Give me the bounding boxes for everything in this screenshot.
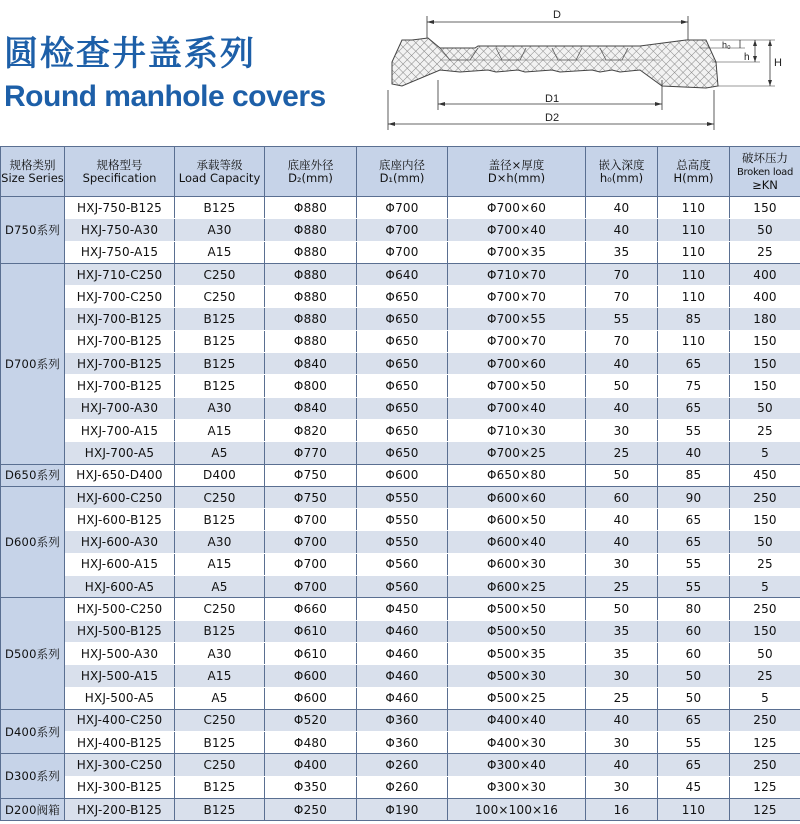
- spec-cell: HXJ-600-A5: [65, 576, 175, 598]
- col-header-spec: 规格型号 Specification: [65, 147, 175, 197]
- d1-cell: Φ550: [357, 509, 448, 531]
- dh-cell: Φ600×30: [448, 553, 586, 575]
- d2-cell: Φ880: [265, 219, 357, 241]
- broken-load-cell: 25: [730, 241, 800, 263]
- series-cell: D650系列: [1, 464, 65, 486]
- spec-cell: HXJ-650-D400: [65, 464, 175, 486]
- table-row: [1, 241, 800, 263]
- d1-cell: Φ600: [357, 464, 448, 486]
- h0-cell: 35: [586, 241, 658, 263]
- d1-cell: Φ260: [357, 776, 448, 798]
- spec-cell: HXJ-750-A15: [65, 241, 175, 263]
- spec-cell: HXJ-400-C250: [65, 709, 175, 731]
- broken-load-cell: 400: [730, 286, 800, 308]
- dh-cell: Φ700×60: [448, 197, 586, 219]
- broken-load-cell: 250: [730, 486, 800, 508]
- h0-cell: 55: [586, 308, 658, 330]
- load-cell: A5: [175, 442, 265, 464]
- d2-cell: Φ350: [265, 776, 357, 798]
- table-row: [1, 665, 800, 687]
- d1-cell: Φ460: [357, 665, 448, 687]
- h-cell: 50: [658, 665, 730, 687]
- broken-load-cell: 180: [730, 308, 800, 330]
- h-cell: 55: [658, 419, 730, 441]
- spec-cell: HXJ-700-A5: [65, 442, 175, 464]
- d1-cell: Φ450: [357, 598, 448, 620]
- h0-cell: 40: [586, 219, 658, 241]
- d2-cell: Φ750: [265, 486, 357, 508]
- d2-cell: Φ800: [265, 375, 357, 397]
- d2-cell: Φ880: [265, 263, 357, 285]
- table-row: [1, 442, 800, 464]
- h-cell: 110: [658, 219, 730, 241]
- d1-cell: Φ650: [357, 308, 448, 330]
- h-cell: 55: [658, 732, 730, 754]
- spec-cell: HXJ-700-A30: [65, 397, 175, 419]
- dh-cell: Φ300×30: [448, 776, 586, 798]
- broken-load-cell: 450: [730, 464, 800, 486]
- table-row: [1, 642, 800, 664]
- d2-cell: Φ880: [265, 241, 357, 263]
- load-cell: A15: [175, 553, 265, 575]
- h-cell: 80: [658, 598, 730, 620]
- d2-cell: Φ610: [265, 642, 357, 664]
- table-row: [1, 263, 800, 285]
- dh-cell: Φ700×40: [448, 397, 586, 419]
- d1-cell: Φ360: [357, 732, 448, 754]
- h-cell: 75: [658, 375, 730, 397]
- d2-cell: Φ480: [265, 732, 357, 754]
- table-body: [1, 197, 800, 821]
- h-cell: 110: [658, 330, 730, 352]
- h0-cell: 50: [586, 464, 658, 486]
- d1-cell: Φ640: [357, 263, 448, 285]
- h0-cell: 25: [586, 687, 658, 709]
- h-cell: 65: [658, 709, 730, 731]
- load-cell: C250: [175, 598, 265, 620]
- broken-load-cell: 400: [730, 263, 800, 285]
- spec-table: [0, 146, 800, 821]
- h-cell: 55: [658, 576, 730, 598]
- d2-cell: Φ750: [265, 464, 357, 486]
- d1-cell: Φ650: [357, 419, 448, 441]
- h-cell: 50: [658, 687, 730, 709]
- diagram-label-d: D: [553, 9, 561, 21]
- h-cell: 110: [658, 263, 730, 285]
- broken-load-cell: 250: [730, 754, 800, 776]
- dh-cell: Φ400×30: [448, 732, 586, 754]
- h0-cell: 40: [586, 531, 658, 553]
- load-cell: C250: [175, 709, 265, 731]
- broken-load-cell: 25: [730, 419, 800, 441]
- cross-section-diagram: [384, 0, 800, 140]
- d1-cell: Φ460: [357, 687, 448, 709]
- d2-cell: Φ770: [265, 442, 357, 464]
- page-title-cn: 圆检查井盖系列: [4, 34, 256, 74]
- series-cell: D750系列: [1, 197, 65, 264]
- h0-cell: 70: [586, 263, 658, 285]
- broken-load-cell: 150: [730, 330, 800, 352]
- dh-cell: Φ500×50: [448, 620, 586, 642]
- d1-cell: Φ460: [357, 642, 448, 664]
- dh-cell: Φ600×60: [448, 486, 586, 508]
- dh-cell: Φ700×40: [448, 219, 586, 241]
- broken-load-cell: 150: [730, 375, 800, 397]
- dh-cell: Φ400×40: [448, 709, 586, 731]
- spec-cell: HXJ-300-B125: [65, 776, 175, 798]
- spec-cell: HXJ-600-C250: [65, 486, 175, 508]
- col-header-series: 规格类别 Size Series: [1, 147, 65, 197]
- h-cell: 85: [658, 308, 730, 330]
- h0-cell: 40: [586, 353, 658, 375]
- d2-cell: Φ700: [265, 553, 357, 575]
- d1-cell: Φ700: [357, 219, 448, 241]
- table-row: [1, 397, 800, 419]
- broken-load-cell: 50: [730, 642, 800, 664]
- load-cell: B125: [175, 197, 265, 219]
- h-cell: 110: [658, 286, 730, 308]
- dh-cell: Φ710×30: [448, 419, 586, 441]
- h0-cell: 30: [586, 665, 658, 687]
- dh-cell: Φ700×55: [448, 308, 586, 330]
- spec-cell: HXJ-500-A15: [65, 665, 175, 687]
- load-cell: B125: [175, 353, 265, 375]
- table-row: [1, 598, 800, 620]
- table-header-row: [1, 147, 800, 197]
- table-row: [1, 709, 800, 731]
- load-cell: B125: [175, 308, 265, 330]
- d2-cell: Φ660: [265, 598, 357, 620]
- h-cell: 65: [658, 353, 730, 375]
- load-cell: B125: [175, 776, 265, 798]
- d1-cell: Φ190: [357, 799, 448, 821]
- h-cell: 65: [658, 754, 730, 776]
- h0-cell: 16: [586, 799, 658, 821]
- series-cell: D600系列: [1, 486, 65, 597]
- table-row: [1, 799, 800, 821]
- load-cell: A15: [175, 241, 265, 263]
- dh-cell: Φ600×25: [448, 576, 586, 598]
- load-cell: B125: [175, 509, 265, 531]
- spec-cell: HXJ-500-A30: [65, 642, 175, 664]
- broken-load-cell: 25: [730, 665, 800, 687]
- table-row: [1, 754, 800, 776]
- broken-load-cell: 125: [730, 732, 800, 754]
- h-cell: 65: [658, 531, 730, 553]
- h0-cell: 25: [586, 442, 658, 464]
- table-row: [1, 375, 800, 397]
- d2-cell: Φ880: [265, 330, 357, 352]
- h-cell: 110: [658, 197, 730, 219]
- dh-cell: Φ700×70: [448, 286, 586, 308]
- dh-cell: Φ500×25: [448, 687, 586, 709]
- dh-cell: Φ300×40: [448, 754, 586, 776]
- spec-cell: HXJ-700-B125: [65, 353, 175, 375]
- h0-cell: 40: [586, 709, 658, 731]
- load-cell: B125: [175, 620, 265, 642]
- table-row: [1, 486, 800, 508]
- h0-cell: 25: [586, 576, 658, 598]
- dh-cell: Φ710×70: [448, 263, 586, 285]
- h0-cell: 50: [586, 375, 658, 397]
- col-header-h: 总高度 H(mm): [658, 147, 730, 197]
- d2-cell: Φ520: [265, 709, 357, 731]
- table-row: [1, 219, 800, 241]
- broken-load-cell: 125: [730, 799, 800, 821]
- table-row: [1, 553, 800, 575]
- table-row: [1, 776, 800, 798]
- h0-cell: 70: [586, 286, 658, 308]
- spec-cell: HXJ-600-A15: [65, 553, 175, 575]
- d2-cell: Φ880: [265, 286, 357, 308]
- broken-load-cell: 150: [730, 353, 800, 375]
- h-cell: 45: [658, 776, 730, 798]
- broken-load-cell: 50: [730, 397, 800, 419]
- broken-load-cell: 5: [730, 576, 800, 598]
- h0-cell: 70: [586, 330, 658, 352]
- spec-cell: HXJ-700-B125: [65, 308, 175, 330]
- load-cell: A15: [175, 665, 265, 687]
- h0-cell: 50: [586, 598, 658, 620]
- h-cell: 65: [658, 397, 730, 419]
- dh-cell: Φ650×80: [448, 464, 586, 486]
- series-cell: D200阀箱: [1, 799, 65, 821]
- d1-cell: Φ650: [357, 397, 448, 419]
- table-row: [1, 509, 800, 531]
- d2-cell: Φ820: [265, 419, 357, 441]
- load-cell: C250: [175, 754, 265, 776]
- d2-cell: Φ700: [265, 576, 357, 598]
- d2-cell: Φ600: [265, 665, 357, 687]
- d2-cell: Φ700: [265, 509, 357, 531]
- spec-cell: HXJ-600-B125: [65, 509, 175, 531]
- h0-cell: 40: [586, 397, 658, 419]
- series-cell: D500系列: [1, 598, 65, 709]
- d1-cell: Φ550: [357, 486, 448, 508]
- dh-cell: Φ700×35: [448, 241, 586, 263]
- h0-cell: 30: [586, 776, 658, 798]
- col-header-dh: 盖径×厚度 D×h(mm): [448, 147, 586, 197]
- dh-cell: Φ500×35: [448, 642, 586, 664]
- d1-cell: Φ650: [357, 330, 448, 352]
- load-cell: A5: [175, 576, 265, 598]
- broken-load-cell: 25: [730, 553, 800, 575]
- h-cell: 60: [658, 620, 730, 642]
- dh-cell: Φ500×30: [448, 665, 586, 687]
- table-row: [1, 576, 800, 598]
- d2-cell: Φ400: [265, 754, 357, 776]
- load-cell: A30: [175, 397, 265, 419]
- spec-cell: HXJ-500-C250: [65, 598, 175, 620]
- load-cell: C250: [175, 263, 265, 285]
- col-header-h0: 嵌入深度 h₀(mm): [586, 147, 658, 197]
- spec-cell: HXJ-400-B125: [65, 732, 175, 754]
- d1-cell: Φ650: [357, 442, 448, 464]
- h0-cell: 30: [586, 732, 658, 754]
- load-cell: A30: [175, 219, 265, 241]
- dh-cell: 100×100×16: [448, 799, 586, 821]
- h-cell: 60: [658, 642, 730, 664]
- spec-cell: HXJ-700-B125: [65, 330, 175, 352]
- spec-cell: HXJ-500-B125: [65, 620, 175, 642]
- d1-cell: Φ700: [357, 197, 448, 219]
- load-cell: A15: [175, 419, 265, 441]
- dh-cell: Φ600×40: [448, 531, 586, 553]
- d2-cell: Φ610: [265, 620, 357, 642]
- diagram-label-d1: D1: [545, 93, 560, 105]
- load-cell: A5: [175, 687, 265, 709]
- spec-cell: HXJ-600-A30: [65, 531, 175, 553]
- table-row: [1, 687, 800, 709]
- d2-cell: Φ600: [265, 687, 357, 709]
- diagram-label-h: h: [744, 52, 750, 63]
- d1-cell: Φ650: [357, 286, 448, 308]
- d2-cell: Φ840: [265, 397, 357, 419]
- spec-cell: HXJ-700-A15: [65, 419, 175, 441]
- h-cell: 85: [658, 464, 730, 486]
- spec-cell: HXJ-700-C250: [65, 286, 175, 308]
- col-header-load: 承载等级 Load Capacity: [175, 147, 265, 197]
- d2-cell: Φ880: [265, 197, 357, 219]
- broken-load-cell: 250: [730, 709, 800, 731]
- h0-cell: 35: [586, 620, 658, 642]
- h0-cell: 40: [586, 197, 658, 219]
- table-row: [1, 732, 800, 754]
- table-row: [1, 353, 800, 375]
- broken-load-cell: 250: [730, 598, 800, 620]
- dh-cell: Φ600×50: [448, 509, 586, 531]
- h0-cell: 60: [586, 486, 658, 508]
- diagram-label-h0: h₀: [722, 40, 731, 50]
- table-row: [1, 464, 800, 486]
- dh-cell: Φ500×50: [448, 598, 586, 620]
- h-cell: 90: [658, 486, 730, 508]
- broken-load-cell: 5: [730, 687, 800, 709]
- table-row: [1, 308, 800, 330]
- broken-load-cell: 150: [730, 509, 800, 531]
- d1-cell: Φ260: [357, 754, 448, 776]
- col-header-load-kn: 破坏压力 Broken load ≥KN: [730, 147, 800, 197]
- broken-load-cell: 150: [730, 197, 800, 219]
- d1-cell: Φ650: [357, 353, 448, 375]
- series-cell: D400系列: [1, 709, 65, 754]
- h-cell: 110: [658, 241, 730, 263]
- diagram-label-h-total: H: [774, 57, 782, 69]
- spec-cell: HXJ-750-A30: [65, 219, 175, 241]
- d1-cell: Φ460: [357, 620, 448, 642]
- table-row: [1, 419, 800, 441]
- spec-cell: HXJ-700-B125: [65, 375, 175, 397]
- h0-cell: 40: [586, 754, 658, 776]
- dh-cell: Φ700×50: [448, 375, 586, 397]
- load-cell: A30: [175, 531, 265, 553]
- load-cell: B125: [175, 732, 265, 754]
- col-header-d2: 底座外径 D₂(mm): [265, 147, 357, 197]
- spec-cell: HXJ-750-B125: [65, 197, 175, 219]
- d2-cell: Φ880: [265, 308, 357, 330]
- load-cell: B125: [175, 375, 265, 397]
- table-row: [1, 531, 800, 553]
- spec-cell: HXJ-300-C250: [65, 754, 175, 776]
- broken-load-cell: 125: [730, 776, 800, 798]
- h-cell: 65: [658, 509, 730, 531]
- load-cell: B125: [175, 330, 265, 352]
- h0-cell: 30: [586, 419, 658, 441]
- page-title-en: Round manhole covers: [4, 80, 326, 113]
- series-cell: D700系列: [1, 263, 65, 464]
- col-header-d1: 底座内径 D₁(mm): [357, 147, 448, 197]
- dh-cell: Φ700×70: [448, 330, 586, 352]
- load-cell: B125: [175, 799, 265, 821]
- d1-cell: Φ560: [357, 576, 448, 598]
- d1-cell: Φ650: [357, 375, 448, 397]
- dh-cell: Φ700×25: [448, 442, 586, 464]
- spec-cell: HXJ-710-C250: [65, 263, 175, 285]
- h-cell: 55: [658, 553, 730, 575]
- diagram-label-d2: D2: [545, 112, 560, 124]
- h-cell: 110: [658, 799, 730, 821]
- table-row: [1, 330, 800, 352]
- d2-cell: Φ250: [265, 799, 357, 821]
- load-cell: A30: [175, 642, 265, 664]
- d1-cell: Φ550: [357, 531, 448, 553]
- d2-cell: Φ840: [265, 353, 357, 375]
- table-row: [1, 620, 800, 642]
- h0-cell: 30: [586, 553, 658, 575]
- h0-cell: 40: [586, 509, 658, 531]
- table-row: [1, 286, 800, 308]
- dh-cell: Φ700×60: [448, 353, 586, 375]
- table-row: [1, 197, 800, 219]
- broken-load-cell: 50: [730, 531, 800, 553]
- d1-cell: Φ360: [357, 709, 448, 731]
- d1-cell: Φ560: [357, 553, 448, 575]
- h0-cell: 35: [586, 642, 658, 664]
- broken-load-cell: 5: [730, 442, 800, 464]
- load-cell: C250: [175, 486, 265, 508]
- series-cell: D300系列: [1, 754, 65, 799]
- spec-cell: HXJ-500-A5: [65, 687, 175, 709]
- broken-load-cell: 50: [730, 219, 800, 241]
- load-cell: D400: [175, 464, 265, 486]
- d2-cell: Φ700: [265, 531, 357, 553]
- spec-cell: HXJ-200-B125: [65, 799, 175, 821]
- h-cell: 40: [658, 442, 730, 464]
- load-cell: C250: [175, 286, 265, 308]
- broken-load-cell: 150: [730, 620, 800, 642]
- d1-cell: Φ700: [357, 241, 448, 263]
